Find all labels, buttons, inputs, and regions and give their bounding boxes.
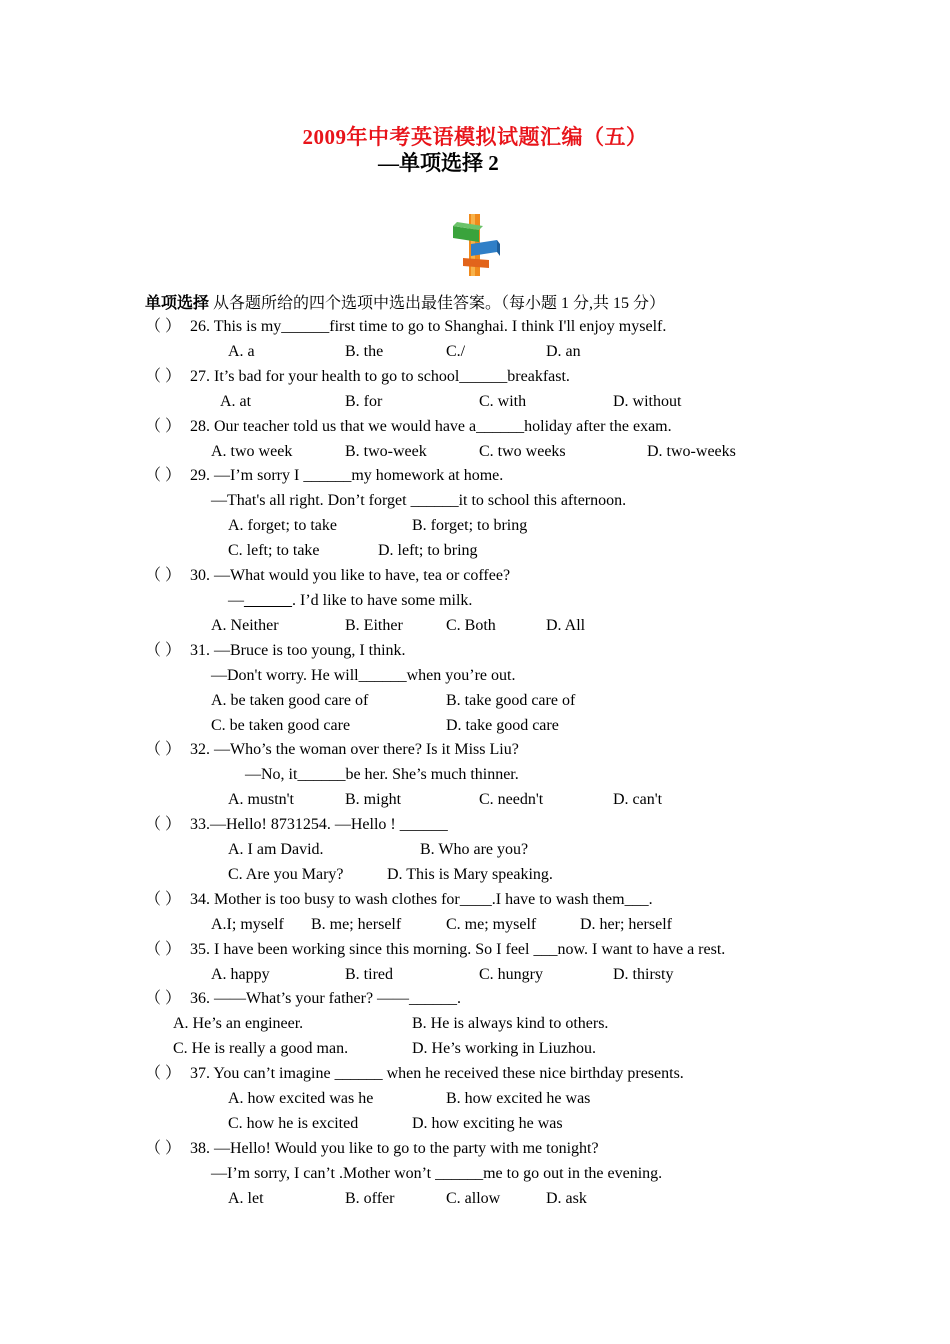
question-line: —No, it______be her. She’s much thinner. xyxy=(245,766,519,783)
question-stem: 36. ——What’s your father? ——______. xyxy=(190,990,462,1007)
answer-blank-parentheses: （ ） xyxy=(145,891,182,908)
answer-option: D. left; to bring xyxy=(378,542,478,559)
answer-blank-parentheses: （ ） xyxy=(145,467,182,484)
answer-option: B. take good care of xyxy=(446,692,576,709)
page-subtitle: —单项选择 2 xyxy=(378,151,499,175)
answer-blank-parentheses: （ ） xyxy=(145,816,182,833)
answer-option: C. allow xyxy=(446,1190,501,1207)
question-stem: 37. You can’t imagine ______ when he received these nice birthday presents. xyxy=(190,1065,684,1082)
answer-blank-parentheses: （ ） xyxy=(145,1140,182,1157)
page-title: 2009年中考英语模拟试题汇编（五） xyxy=(302,125,648,149)
answer-option: B. the xyxy=(345,343,384,360)
answer-option: D. her; herself xyxy=(580,916,672,933)
answer-option: B. might xyxy=(345,791,402,808)
answer-blank-parentheses: （ ） xyxy=(145,941,182,958)
answer-blank-parentheses: （ ） xyxy=(145,318,182,335)
answer-option: B. for xyxy=(345,393,383,410)
answer-option: A. I am David. xyxy=(228,841,324,858)
answer-option: A. a xyxy=(228,343,255,360)
answer-option: C. hungry xyxy=(479,966,543,983)
question-stem: 29. —I’m sorry I ______my homework at home. xyxy=(190,467,504,484)
question-stem: 26. This is my______first time to go to Shanghai. I think I'll enjoy myself. xyxy=(190,318,667,335)
answer-option: A. happy xyxy=(211,966,270,983)
answer-option: A. He’s an engineer. xyxy=(173,1015,304,1032)
question-stem: 33.—Hello! 8731254. —Hello ! ______ xyxy=(190,816,448,833)
answer-option: A. how excited was he xyxy=(228,1090,374,1107)
question-stem: 32. —Who’s the woman over there? Is it Miss Liu? xyxy=(190,741,519,758)
answer-option: D. without xyxy=(613,393,682,410)
answer-option: C. be taken good care xyxy=(211,717,351,734)
question-line: —I’m sorry, I can’t .Mother won’t ______me to go out in the evening. xyxy=(211,1165,663,1182)
instructions xyxy=(145,290,665,313)
answer-option: D. take good care xyxy=(446,717,559,734)
answer-option: B. how excited he was xyxy=(446,1090,591,1107)
question-stem: 35. I have been working since this morning. So I feel ___now. I want to have a rest. xyxy=(190,941,726,958)
answer-option: B. Who are you? xyxy=(420,841,529,858)
answer-option: C. He is really a good man. xyxy=(173,1040,349,1057)
answer-option: D. can't xyxy=(613,791,663,808)
answer-option: D. two-weeks xyxy=(647,443,736,460)
question-stem: 38. —Hello! Would you like to go to the party with me tonight? xyxy=(190,1140,599,1157)
instructions-label: 单项选择 xyxy=(145,295,210,312)
answer-option: B. forget; to bring xyxy=(412,517,528,534)
question-line: —______. I’d like to have some milk. xyxy=(228,592,473,609)
answer-option: A. be taken good care of xyxy=(211,692,369,709)
answer-option: C. two weeks xyxy=(479,443,566,460)
answer-option: C./ xyxy=(446,343,466,360)
question-line: —That's all right. Don’t forget ______it to school this afternoon. xyxy=(211,492,627,509)
answer-blank-parentheses: （ ） xyxy=(145,990,182,1007)
answer-blank-parentheses: （ ） xyxy=(145,642,182,659)
answer-option: B. tired xyxy=(345,966,393,983)
answer-option: D. how exciting he was xyxy=(412,1115,563,1132)
answer-option: B. Either xyxy=(345,617,403,634)
answer-option: D. All xyxy=(546,617,586,634)
question-line: —Don't worry. He will______when you’re out. xyxy=(211,667,516,684)
answer-option: B. two-week xyxy=(345,443,427,460)
answer-option: B. He is always kind to others. xyxy=(412,1015,609,1032)
answer-option: D. thirsty xyxy=(613,966,674,983)
answer-option: C. left; to take xyxy=(228,542,320,559)
answer-option: C. me; myself xyxy=(446,916,537,933)
answer-option: A. forget; to take xyxy=(228,517,338,534)
question-stem: 31. —Bruce is too young, I think. xyxy=(190,642,406,659)
answer-option: B. me; herself xyxy=(311,916,402,933)
answer-option: D. He’s working in Liuzhou. xyxy=(412,1040,596,1057)
answer-option: D. This is Mary speaking. xyxy=(387,866,553,883)
answer-option: A.I; myself xyxy=(211,916,284,933)
answer-option: B. offer xyxy=(345,1190,395,1207)
answer-option: D. an xyxy=(546,343,581,360)
question-stem: 28. Our teacher told us that we would have a______holiday after the exam. xyxy=(190,418,672,435)
answer-option: A. Neither xyxy=(211,617,279,634)
answer-option: A. two week xyxy=(211,443,293,460)
answer-blank-parentheses: （ ） xyxy=(145,418,182,435)
answer-option: D. ask xyxy=(546,1190,587,1207)
question-stem: 34. Mother is too busy to wash clothes for____.I have to wash them___. xyxy=(190,891,653,908)
answer-option: C. with xyxy=(479,393,527,410)
answer-blank-parentheses: （ ） xyxy=(145,741,182,758)
answer-option: C. how he is excited xyxy=(228,1115,359,1132)
answer-option: A. let xyxy=(228,1190,264,1207)
answer-option: C. Are you Mary? xyxy=(228,866,344,883)
answer-option: C. Both xyxy=(446,617,496,634)
question-stem: 30. —What would you like to have, tea or coffee? xyxy=(190,567,511,584)
answer-option: C. needn't xyxy=(479,791,544,808)
answer-blank-parentheses: （ ） xyxy=(145,1065,182,1082)
instructions-text: 从各题所给的四个选项中选出最佳答案。（每小题 1 分,共 15 分） xyxy=(209,295,666,312)
colored-signpost-logo-icon xyxy=(449,212,501,278)
answer-blank-parentheses: （ ） xyxy=(145,567,182,584)
answer-option: A. mustn't xyxy=(228,791,294,808)
answer-option: A. at xyxy=(220,393,252,410)
question-stem: 27. It’s bad for your health to go to school______breakfast. xyxy=(190,368,570,385)
answer-blank-parentheses: （ ） xyxy=(145,368,182,385)
